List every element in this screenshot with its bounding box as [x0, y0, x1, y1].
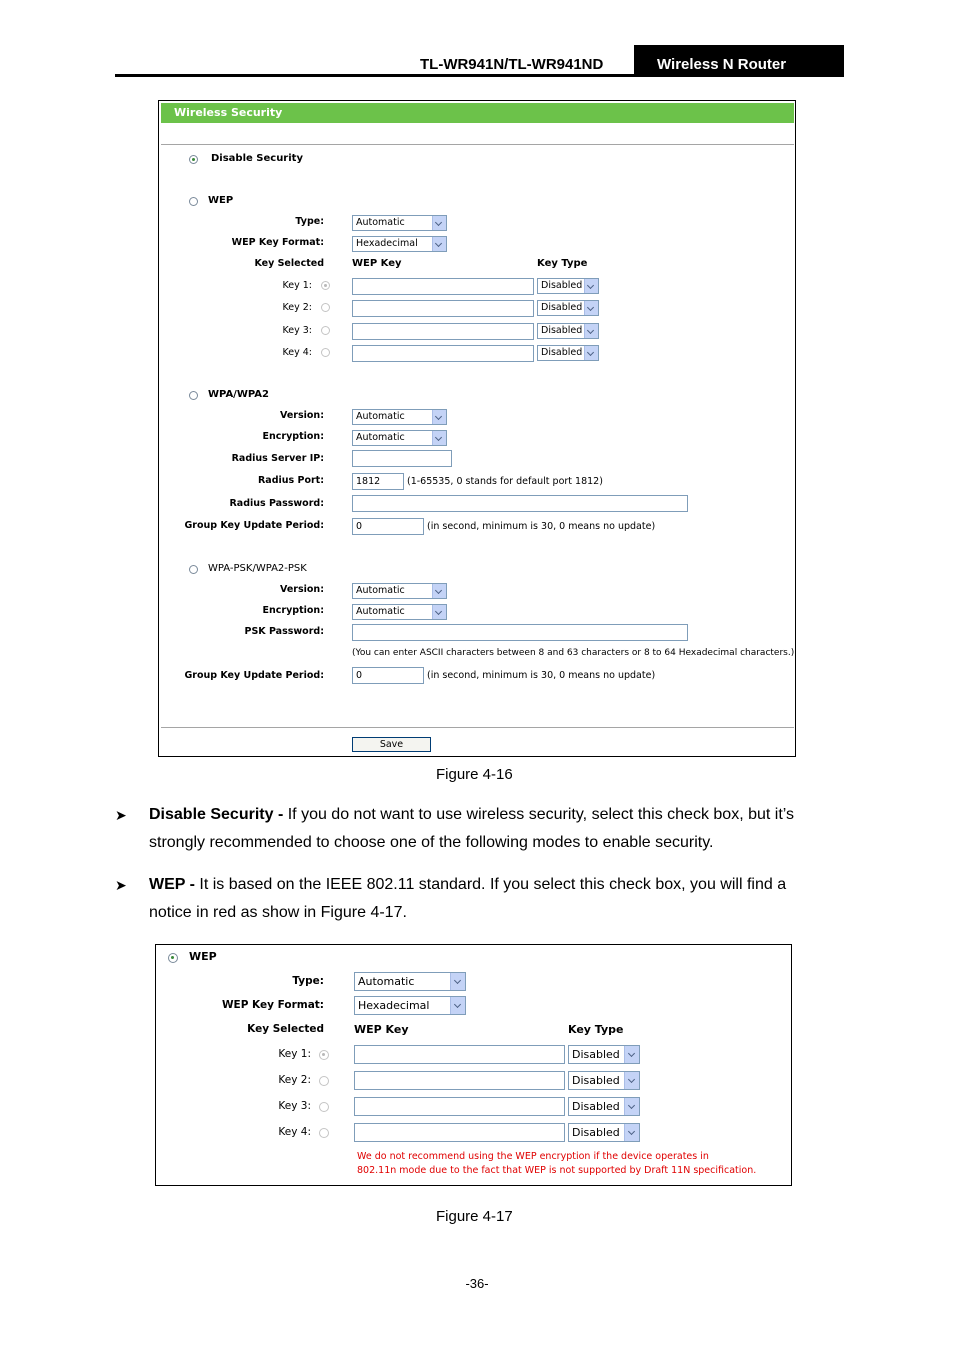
radius-ip-label: Radius Server IP: [231, 453, 324, 464]
wep-label: WEP [189, 950, 217, 963]
wep-key-format-label: WEP Key Format: [231, 237, 324, 248]
key2-label: Key 2: [282, 302, 312, 313]
key2-radio[interactable] [319, 1076, 329, 1086]
key1-radio[interactable] [319, 1050, 329, 1060]
chevron-down-icon [432, 584, 446, 598]
psk-group-key-input[interactable]: 0 [352, 667, 424, 684]
wep-warning-line1: We do not recommend using the WEP encryption if the device operates in [357, 1151, 709, 1162]
save-button[interactable]: Save [352, 737, 431, 752]
col-key-type: Key Type [568, 1023, 624, 1036]
wep-type-value: Automatic [356, 217, 405, 228]
header-model: TL-WR941N/TL-WR941ND [420, 56, 604, 73]
key2-type-value: Disabled [541, 302, 583, 313]
disable-security-radio[interactable] [189, 155, 198, 164]
wpa-encryption-select[interactable] [352, 430, 447, 446]
wpa-group-key-input[interactable]: 0 [352, 518, 424, 535]
key1-type-select[interactable] [537, 278, 599, 294]
psk-password-input[interactable] [352, 624, 688, 641]
wpa-group-key-hint: (in second, minimum is 30, 0 means no update) [427, 521, 656, 532]
key1-input[interactable] [354, 1045, 565, 1064]
psk-encryption-select[interactable] [352, 604, 447, 620]
wpa-label: WPA/WPA2 [208, 389, 269, 400]
psk-version-select[interactable] [352, 583, 447, 599]
col-wep-key: WEP Key [354, 1023, 409, 1036]
chevron-down-icon [432, 216, 446, 230]
wep-radio[interactable] [168, 953, 178, 963]
wep-key-format-value: Hexadecimal [358, 999, 430, 1012]
chevron-down-icon [624, 1046, 639, 1063]
figure-caption: Figure 4-16 [436, 766, 513, 783]
key4-label: Key 4: [282, 347, 312, 358]
psk-radio[interactable] [189, 565, 198, 574]
key1-type-value: Disabled [572, 1048, 620, 1061]
wep-type-select[interactable] [352, 215, 447, 231]
chevron-down-icon [584, 324, 598, 338]
key4-type-select[interactable] [568, 1123, 640, 1142]
header-product-box: Wireless N Router [634, 45, 844, 77]
figure-caption: Figure 4-17 [436, 1208, 513, 1225]
wep-key-format-select[interactable] [354, 996, 466, 1015]
wireless-security-title: Wireless Security [161, 103, 794, 123]
key1-label: Key 1: [282, 280, 312, 291]
key1-radio[interactable] [321, 281, 330, 290]
bullet-text: If you do not want to use wireless security, select this check box, but it’s [283, 806, 795, 823]
radius-password-input[interactable] [352, 495, 688, 512]
key3-radio[interactable] [321, 326, 330, 335]
psk-encryption-value: Automatic [356, 606, 405, 617]
bullet-term: Disable Security - [149, 806, 284, 823]
psk-group-key-label: Group Key Update Period: [184, 670, 324, 681]
key2-label: Key 2: [278, 1074, 311, 1086]
bullet-line [149, 871, 839, 899]
chevron-down-icon [450, 973, 465, 990]
key4-radio[interactable] [321, 348, 330, 357]
chevron-down-icon [450, 997, 465, 1014]
figure-wireless-security [158, 100, 796, 757]
header-rule [115, 74, 844, 77]
chevron-down-icon [432, 410, 446, 424]
key3-type-select[interactable] [568, 1097, 640, 1116]
bullet-wep [115, 871, 839, 927]
key3-type-select[interactable] [537, 323, 599, 339]
wep-key-format-label: WEP Key Format: [221, 999, 324, 1011]
chevron-down-icon [432, 431, 446, 445]
bullet-term: WEP - [149, 876, 195, 893]
wpa-version-select[interactable] [352, 409, 447, 425]
key1-label: Key 1: [278, 1048, 311, 1060]
key4-radio[interactable] [319, 1128, 329, 1138]
key2-type-value: Disabled [572, 1074, 620, 1087]
key4-label: Key 4: [278, 1126, 311, 1138]
wep-type-select[interactable] [354, 972, 466, 991]
wpa-encryption-value: Automatic [356, 432, 405, 443]
chevron-down-icon [624, 1072, 639, 1089]
key3-type-value: Disabled [541, 325, 583, 336]
psk-version-value: Automatic [356, 585, 405, 596]
wep-radio[interactable] [189, 197, 198, 206]
key3-radio[interactable] [319, 1102, 329, 1112]
bullet-arrow-icon: ➤ [115, 807, 127, 823]
psk-group-key-hint: (in second, minimum is 30, 0 means no update) [427, 670, 656, 681]
chevron-down-icon [432, 237, 446, 251]
wpa-radio[interactable] [189, 391, 198, 400]
col-wep-key: WEP Key [352, 258, 402, 269]
wpa-version-value: Automatic [356, 411, 405, 422]
chevron-down-icon [584, 301, 598, 315]
psk-password-label: PSK Password: [244, 626, 324, 637]
key2-type-select[interactable] [537, 300, 599, 316]
key4-type-value: Disabled [541, 347, 583, 358]
key2-type-select[interactable] [568, 1071, 640, 1090]
key3-type-value: Disabled [572, 1100, 620, 1113]
col-key-selected: Key Selected [254, 258, 324, 269]
disable-security-label: Disable Security [211, 153, 303, 164]
key3-label: Key 3: [278, 1100, 311, 1112]
bullet-line: strongly recommended to choose one of the following modes to enable security. [149, 834, 714, 851]
chevron-down-icon [584, 346, 598, 360]
radius-ip-input[interactable] [352, 450, 452, 467]
wep-type-label: Type: [292, 975, 324, 987]
psk-label: WPA-PSK/WPA2-PSK [208, 563, 307, 574]
radius-port-label: Radius Port: [257, 475, 324, 486]
key1-type-select[interactable] [568, 1045, 640, 1064]
radius-password-label: Radius Password: [229, 498, 324, 509]
psk-encryption-label: Encryption: [262, 605, 324, 616]
wep-label: WEP [208, 195, 234, 206]
bullet-line [149, 801, 839, 829]
page-number: -36- [465, 1276, 489, 1291]
key3-input[interactable] [352, 323, 534, 340]
chevron-down-icon [584, 279, 598, 293]
bullet-arrow-icon: ➤ [115, 877, 127, 893]
key4-input[interactable] [352, 345, 534, 362]
bullet-text: It is based on the IEEE 802.11 standard. If you select this check box, you will find a [194, 876, 787, 893]
wep-type-label: Type: [295, 216, 324, 227]
key1-input[interactable] [352, 278, 534, 295]
col-key-type: Key Type [537, 258, 588, 269]
radius-port-hint: (1-65535, 0 stands for default port 1812) [407, 476, 603, 487]
key3-label: Key 3: [282, 325, 312, 336]
radius-port-input[interactable]: 1812 [352, 473, 404, 490]
wpa-encryption-label: Encryption: [262, 431, 324, 442]
chevron-down-icon [624, 1124, 639, 1141]
chevron-down-icon [432, 605, 446, 619]
psk-password-hint: (You can enter ASCII characters between 8 and 63 characters or 8 to 64 Hexadecimal characters.) [352, 648, 795, 658]
figure-wep [155, 944, 792, 1186]
wep-warning-line2: 802.11n mode due to the fact that WEP is not supported by Draft 11N specification. [357, 1165, 757, 1176]
key4-type-select[interactable] [537, 345, 599, 361]
key3-input[interactable] [354, 1097, 565, 1116]
key2-input[interactable] [354, 1071, 565, 1090]
psk-version-label: Version: [280, 584, 324, 595]
divider [161, 144, 794, 145]
wep-key-format-value: Hexadecimal [356, 238, 418, 249]
key1-type-value: Disabled [541, 280, 583, 291]
wep-key-format-select[interactable] [352, 236, 447, 252]
chevron-down-icon [624, 1098, 639, 1115]
key4-type-value: Disabled [572, 1126, 620, 1139]
wpa-version-label: Version: [280, 410, 324, 421]
wep-type-value: Automatic [358, 975, 415, 988]
key4-input[interactable] [354, 1123, 565, 1142]
wpa-group-key-label: Group Key Update Period: [184, 520, 324, 531]
key2-radio[interactable] [321, 303, 330, 312]
divider [161, 727, 794, 728]
key2-input[interactable] [352, 300, 534, 317]
col-key-selected: Key Selected [247, 1023, 324, 1035]
bullet-disable-security [115, 801, 839, 857]
bullet-line: notice in red as show in Figure 4-17. [149, 904, 407, 921]
